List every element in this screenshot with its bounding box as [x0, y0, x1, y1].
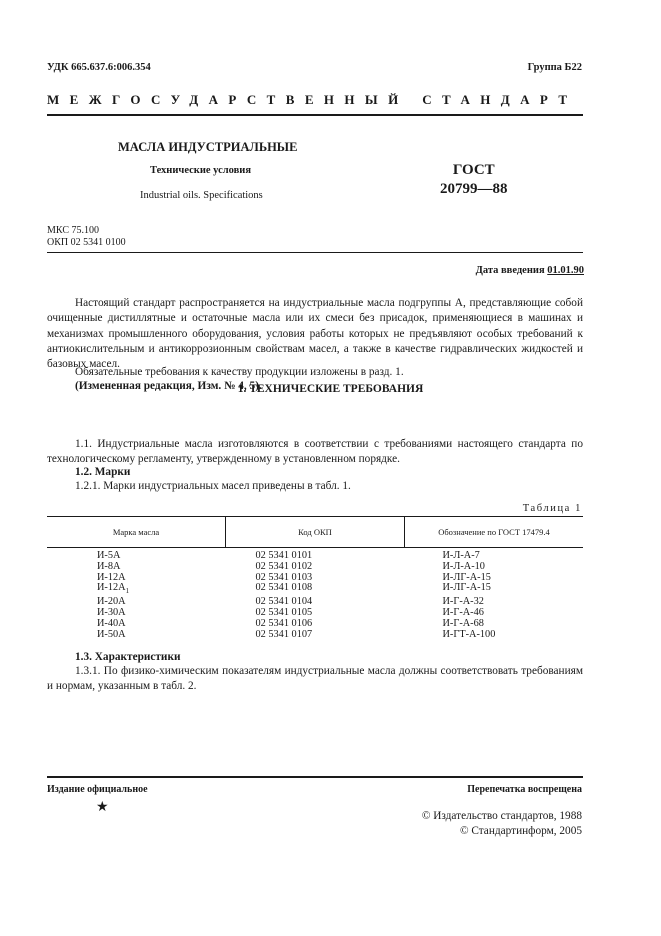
table-cell-gost: И-Л-А-7 [442, 550, 480, 561]
table-header-grade: Марка масла [47, 517, 226, 548]
introduction-date-label: Дата введения [475, 265, 545, 276]
table-1 [47, 516, 583, 640]
table-cell-grade: И-12А [97, 571, 126, 583]
mandatory-requirements: Обязательные требования к качеству продукции изложены в разд. 1. [75, 366, 404, 378]
group-code: Группа Б22 [527, 62, 582, 73]
table-row [47, 573, 583, 584]
introduction-date-value: 01.01.90 [547, 265, 584, 276]
table-cell-okp: 02 5341 0107 [255, 628, 313, 640]
star-icon: ★ [96, 800, 109, 815]
table-cell-okp: 02 5341 0102 [255, 560, 313, 572]
table-cell-gost: И-ГТ-А-100 [442, 628, 496, 640]
table-header-okp: Код ОКП [226, 517, 405, 548]
table-row [47, 630, 583, 641]
table-row [47, 562, 583, 573]
section-heading: 1. ТЕХНИЧЕСКИЕ ТРЕБОВАНИЯ [237, 383, 424, 395]
table-cell-okp: 02 5341 0106 [255, 617, 313, 629]
table-cell-okp: 02 5341 0103 [255, 571, 313, 583]
table-cell-gost: И-Г-А-46 [442, 607, 484, 619]
codes-rule [47, 252, 583, 253]
table-1-caption: Таблица 1 [522, 503, 582, 514]
intro-paragraph: Настоящий стандарт распространяется на индустриальные масла подгруппы А, представляющие собой очищенные дистиллятные и остаточные масла или их смеси без присадок, применяющиеся в машинах и механизмах промышленного оборудования, условия работы которых не предъявляют особых требований к антиокислительным и антикоррозионным свойствам масел, а также в качестве гидравлических жидкостей и базовых масел. [47, 297, 583, 371]
table-1-body [47, 548, 583, 641]
gost-label: ГОСТ [452, 162, 495, 178]
reprint-forbidden-note: Перепечатка воспрещена [467, 784, 582, 795]
table-cell-grade: И-5А [97, 550, 121, 561]
table-cell-okp: 02 5341 0108 [255, 582, 313, 594]
footer-rule [47, 776, 583, 778]
table-header-gost: Обозначение по ГОСТ 17479.4 [405, 517, 584, 548]
gost-designation [440, 161, 508, 199]
copyright-publisher: © Издательство стандартов, 1988 [421, 810, 582, 822]
copyright-standartinform: © Стандартинформ, 2005 [459, 825, 582, 837]
udk-code: УДК 665.637.6:006.354 [47, 62, 151, 73]
edition-note: (Измененная редакция, Изм. № 4, 5). [75, 380, 262, 392]
okp-code: ОКП 02 5341 0100 [47, 237, 126, 248]
table-cell-grade: И-50А [97, 628, 126, 640]
mks-code: МКС 75.100 [47, 225, 99, 236]
table-cell-gost: И-Г-А-68 [442, 617, 484, 629]
document-subtitle: Технические условия [150, 165, 252, 176]
table-cell-grade: И-8А [97, 560, 121, 572]
table-row [47, 597, 583, 608]
header-rule [47, 114, 583, 116]
paragraph-1-3-1: 1.3.1. По физико-химическим показателям индустриальные масла должны соответствовать требованиям и нормам, указанным в табл. 2. [47, 665, 583, 693]
heading-1-3: 1.3. Характеристики [75, 651, 181, 663]
table-cell-grade: И-30А [97, 607, 126, 619]
table-row [47, 619, 583, 630]
table-cell-gost: И-ЛГ-А-15 [442, 571, 491, 583]
table-cell-okp: 02 5341 0101 [255, 550, 313, 561]
table-cell-okp: 02 5341 0105 [255, 607, 313, 619]
heading-1-2: 1.2. Марки [75, 466, 131, 478]
table-cell-gost: И-Л-А-10 [442, 560, 485, 572]
table-cell-grade: И-20А [97, 596, 126, 608]
interstate-standard-heading: МЕЖГОСУДАРСТВЕННЫЙ СТАНДАРТ [47, 92, 578, 107]
table-cell-gost: И-Г-А-32 [442, 596, 484, 608]
table-cell-grade: $И-12А_1$ [97, 582, 130, 596]
gost-number: 20799—88 [440, 181, 508, 197]
table-row [47, 583, 583, 597]
table-cell-okp: 02 5341 0104 [255, 596, 313, 608]
table-row [47, 548, 583, 562]
english-title: Industrial oils. Specifications [140, 190, 263, 201]
official-edition-note: Издание официальное [47, 784, 148, 795]
document-title: МАСЛА ИНДУСТРИАЛЬНЫЕ [118, 140, 298, 154]
table-row [47, 608, 583, 619]
table-cell-grade: И-40А [97, 617, 126, 629]
paragraph-1-1: 1.1. Индустриальные масла изготовляются в соответствии с требованиями настоящего стандарта по технологическому регламенту, утвержденному в установленном порядке. [47, 438, 583, 466]
paragraph-1-2-1: 1.2.1. Марки индустриальных масел приведены в табл. 1. [75, 480, 351, 492]
table-cell-gost: И-ЛГ-А-15 [442, 582, 491, 594]
introduction-date [476, 265, 584, 276]
classification-codes [47, 225, 126, 249]
